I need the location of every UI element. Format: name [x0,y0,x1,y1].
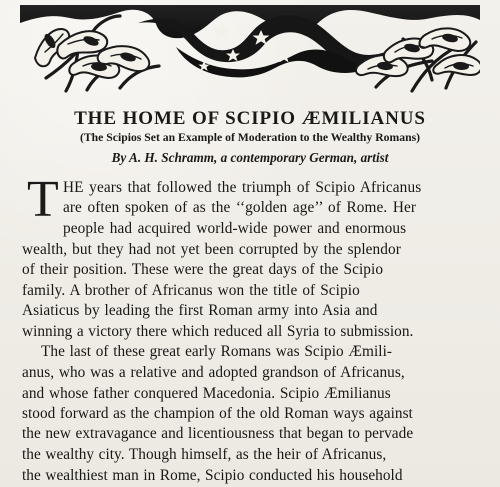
body-line: Asiaticus by leading the first Roman army into Asia and [22,302,378,319]
body-line: anus, who was a relative and adopted grandson of Africanus, [22,364,405,381]
body-line: the wealthiest man in Rome, Scipio conducted his household [22,467,403,484]
body-line: family. A brother of Africanus won the title of Scipio [22,282,360,299]
body-line: of their position. These were the great days of the Scipio [22,261,384,278]
body-line: and whose father conquered Macedonia. Scipio Æmilianus [22,385,391,402]
page-subtitle: (The Scipios Set an Example of Moderation to the Wealthy Romans) [79,131,421,144]
body-line: winning a victory there which reduced all Syria to submission. [22,323,414,340]
body-line: the wealthy city. Though himself, as the heir of Africanus, [22,446,387,463]
drop-cap: T [27,171,59,228]
body-line: people had acquired world-wide power and enormous [63,220,407,237]
page-title: THE HOME OF SCIPIO ÆMILIANUS [74,108,426,129]
body-line: stood forward as the champion of the old Roman ways against [22,405,413,422]
body-line: are often spoken of as the ‘‘golden age’’ of Rome. Her [63,199,417,216]
body-line: HE years that followed the triumph of Scipio Africanus [63,179,422,196]
artist-byline: By A. H. Schramm, a contemporary German, artist [111,150,389,165]
body-line: The last of these great early Romans was Scipio Æmili- [41,343,393,360]
body-line: wealth, but they had not yet been corrupted by the splendor [22,241,401,258]
body-line: the new extravagance and licentiousness that began to pervade [22,425,414,442]
